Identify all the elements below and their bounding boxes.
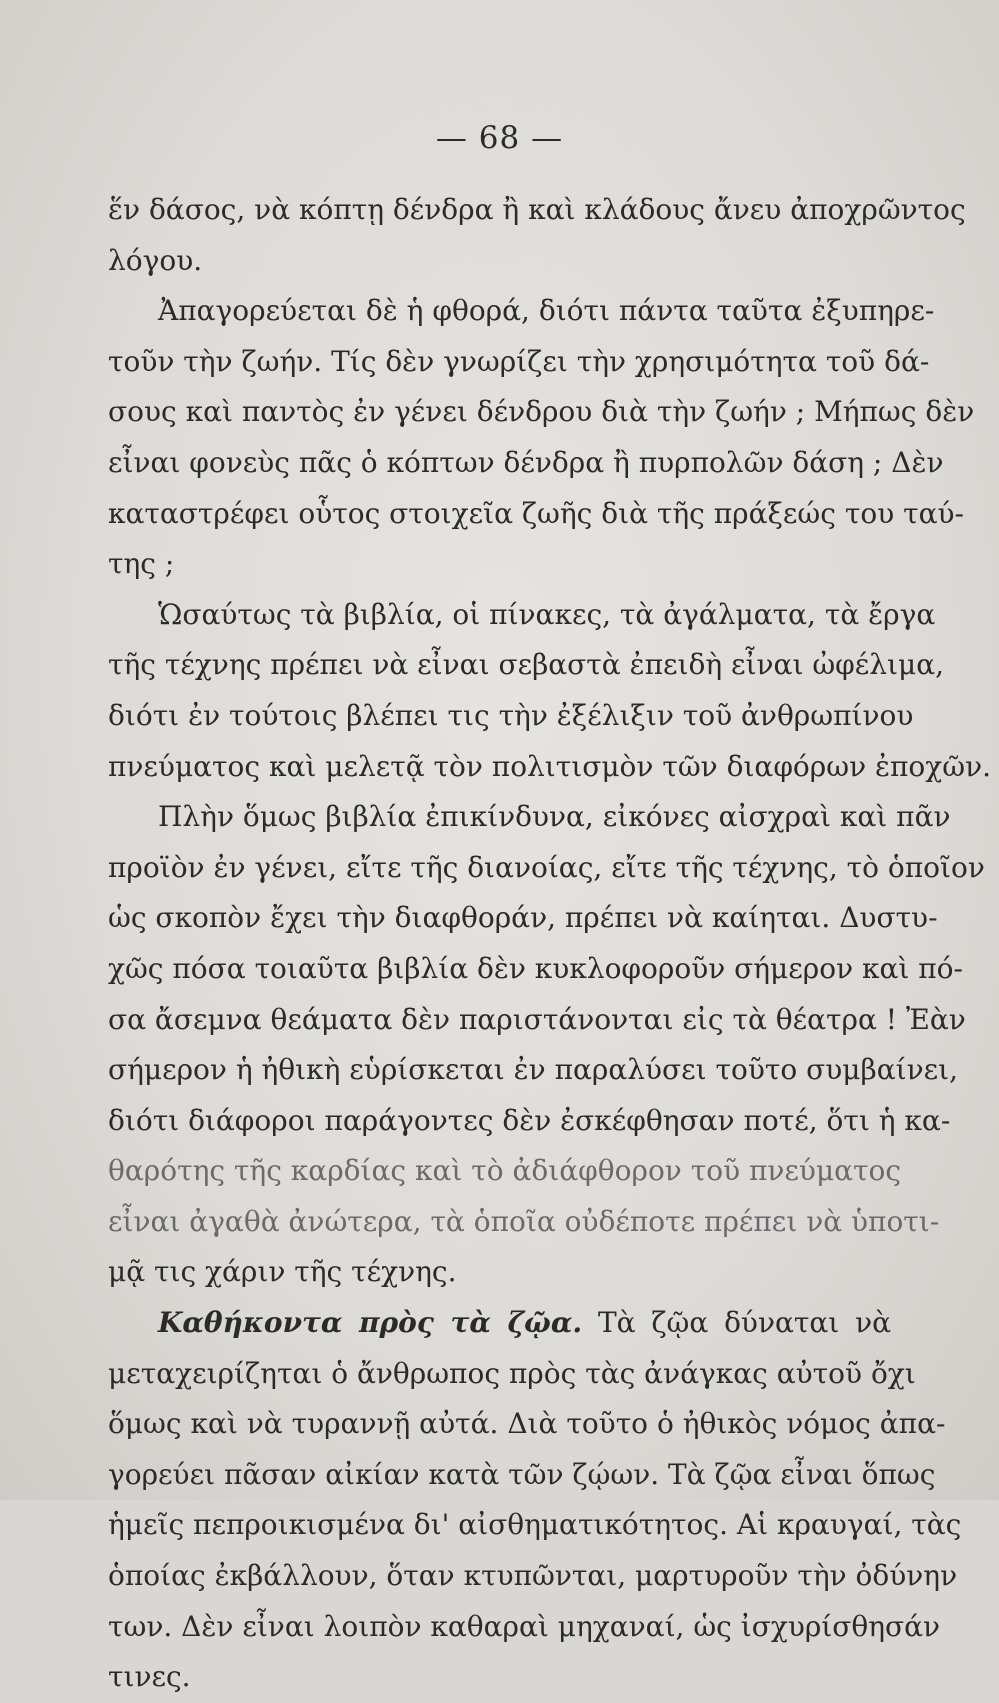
text-line: πνεύματος καὶ μελετᾷ τὸν πολιτισμὸν τῶν διαφόρων ἐποχῶν. [108,749,992,783]
text-line: τινες. [108,1660,191,1694]
text-line: τῆς τέχνης πρέπει νὰ εἶναι σεβαστὰ ἐπειδὴ εἶναι ὠφέλιμα, [108,648,945,682]
page-number: — 68 — [435,120,564,156]
text-line: τοῦν τὴν ζωήν. Τίς δὲν γνωρίζει τὴν χρησιμότητα τοῦ δά- [108,344,930,378]
text-line: ὡς σκοπὸν ἔχει τὴν διαφθοράν, πρέπει νὰ καίηται. Δυστυ- [108,901,938,935]
text-line: λόγου. [108,243,203,277]
text-line: θαρότης τῆς καρδίας καὶ τὸ ἀδιάφθορον τοῦ πνεύματος [108,1154,902,1188]
section-heading-rest: Τὰ ζῷα δύναται νὰ [597,1306,891,1340]
text-line: Πλὴν ὅμως βιβλία ἐπικίνδυνα, εἰκόνες αἰσχραὶ καὶ πᾶν [158,800,951,834]
body-text [108,185,992,1703]
text-line: των. Δὲν εἶναι λοιπὸν καθαραὶ μηχαναί, ὡς ἰσχυρίσθησάν [108,1609,941,1643]
text-line: καταστρέφει οὗτος στοιχεῖα ζωῆς διὰ τῆς πράξεώς του ταύ- [108,496,964,530]
text-line: Ἀπαγορεύεται δὲ ἡ φθορά, διότι πάντα ταῦτα ἐξυπηρε- [158,294,935,328]
text-line: εἶναι ἀγαθὰ ἀνώτερα, τὰ ὁποῖα οὐδέποτε πρέπει νὰ ὑποτι- [108,1204,940,1238]
section-heading-line [108,1298,891,1349]
text-line: της ; [108,547,175,581]
text-line: ὅμως καὶ νὰ τυραννῇ αὐτά. Διὰ τοῦτο ὁ ἠθικὸς νόμος ἀπα- [108,1407,946,1441]
text-line: διότι ἐν τούτοις βλέπει τις τὴν ἐξέλιξιν τοῦ ἀνθρωπίνου [108,698,914,732]
text-line: μεταχειρίζηται ὁ ἄνθρωπος πρὸς τὰς ἀνάγκας αὐτοῦ ὄχι [108,1356,916,1390]
text-line: διότι διάφοροι παράγοντες δὲν ἐσκέφθησαν ποτέ, ὅτι ἡ κα- [108,1103,951,1137]
text-line: ἕν δάσος, νὰ κόπτῃ δένδρα ἢ καὶ κλάδους ἄνευ ἀποχρῶντος [108,193,966,226]
text-line: γορεύει πᾶσαν αἰκίαν κατὰ τῶν ζῴων. Τὰ ζῷα εἶναι ὅπως [108,1457,936,1491]
text-line: μᾷ τις χάριν τῆς τέχνης. [108,1255,457,1289]
text-line: χῶς πόσα τοιαῦτα βιβλία δὲν κυκλοφοροῦν σήμερον καὶ πό- [108,951,963,985]
text-line: σα ἄσεμνα θεάματα δὲν παριστάνονται εἰς τὰ θέατρα ! Ἐὰν [108,1002,966,1036]
text-line: σήμερον ἡ ἠθικὴ εὑρίσκεται ἐν παραλύσει τοῦτο συμβαίνει, [108,1053,958,1087]
text-line: εἶναι φονεὺς πᾶς ὁ κόπτων δένδρα ἢ πυρπολῶν δάση ; Δὲν [108,445,944,479]
text-line: προϊὸν ἐν γένει, εἴτε τῆς διανοίας, εἴτε τῆς τέχνης, τὸ ὁποῖον [108,850,985,884]
text-line: σους καὶ παντὸς ἐν γένει δένδρου διὰ τὴν ζωήν ; Μήπως δὲν [108,395,975,429]
text-line: ἡμεῖς πεπροικισμένα δι' αἰσθηματικότητος. Αἱ κραυγαί, τὰς [108,1508,962,1542]
section-heading: Καθήκοντα πρὸς τὰ ζῷα. [158,1306,583,1340]
text-line: Ὡσαύτως τὰ βιβλία, οἱ πίνακες, τὰ ἀγάλματα, τὰ ἔργα [158,597,936,631]
text-line: ὁποίας ἐκβάλλουν, ὅταν κτυπῶνται, μαρτυροῦν τὴν ὀδύνην [108,1559,958,1593]
